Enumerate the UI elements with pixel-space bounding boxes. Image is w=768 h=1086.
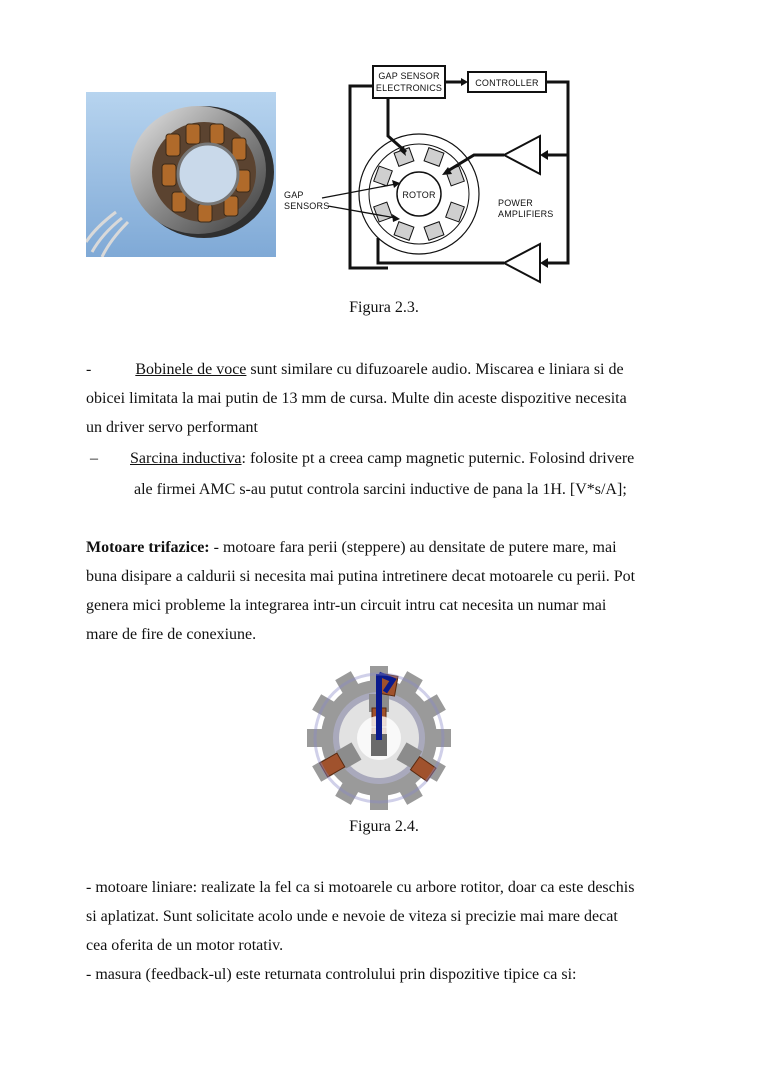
- linear-motors-line-1: - motoare liniare: realizate la fel ca si motoarele cu arbore rotitor, doar ca este deschis: [86, 879, 635, 896]
- gap-sensor-electronics-label-2: ELECTRONICS: [375, 83, 443, 93]
- gap-sensors-label-1: GAP: [284, 190, 304, 200]
- figure-2-3-caption: Figura 2.3.: [349, 299, 419, 316]
- gap-sensor-electronics-label-1: GAP SENSOR: [378, 71, 440, 81]
- voice-coils-line-2: obicei limitata la mai putin de 13 mm de cursa. Multe din aceste dispozitive necesita: [86, 390, 627, 407]
- voice-coils-line-3: un driver servo performant: [86, 419, 258, 436]
- stepper-motor-svg: [305, 662, 453, 810]
- three-phase-line-2: buna disipare a caldurii si necesita mai putina intretinere decat motoarele cu perii. Pot: [86, 568, 636, 585]
- power-amplifier-top: [504, 136, 540, 174]
- sub-bullet-dash: –: [90, 450, 98, 467]
- three-phase-line-1-rest: - motoare fara perii (steppere) au densitate de putere mare, mai: [209, 539, 617, 556]
- feedback-line: - masura (feedback-ul) este returnata controlului prin dispozitive tipice ca si:: [86, 966, 577, 983]
- voice-coils-term: Bobinele de voce: [135, 361, 247, 378]
- stepper-motor-illustration: [305, 662, 453, 810]
- controller-label: CONTROLLER: [475, 78, 539, 88]
- magnetic-bearing-control-diagram: [278, 58, 578, 290]
- control-diagram-svg: [278, 58, 578, 290]
- linear-motors-line-2: si aplatizat. Sunt solicitate acolo unde e nevoie de viteza si precizie mai mare decat: [86, 908, 618, 925]
- voice-coils-line-1-rest: sunt similare cu difuzoarele audio. Miscarea e liniara si de: [246, 361, 624, 378]
- rotor-label: ROTOR: [402, 190, 436, 200]
- inductive-load-line-1: [90, 444, 690, 473]
- gap-sensors-label-2: SENSORS: [284, 201, 330, 211]
- inductive-load-line-2: ale firmei AMC s-au putut controla sarcini inductive de pana la 1H. [V*s/A];: [134, 481, 627, 498]
- magnetic-bearing-photo: [86, 92, 276, 257]
- figure-2-4-caption: Figura 2.4.: [349, 818, 419, 835]
- power-amplifiers-label-2: AMPLIFIERS: [498, 209, 554, 219]
- bullet-dash: -: [86, 361, 92, 378]
- three-phase-line-4: mare de fire de conexiune.: [86, 626, 257, 643]
- power-amplifier-bottom: [504, 244, 540, 282]
- three-phase-term: Motoare trifazice:: [86, 539, 210, 556]
- power-amplifiers-label-1: POWER: [498, 198, 534, 208]
- three-phase-line-1: [86, 533, 686, 562]
- inductive-load-line-1-rest: : folosite pt a creea camp magnetic puternic. Folosind drivere: [241, 450, 635, 467]
- three-phase-line-3: genera mici probleme la integrarea intr-un circuit intru cat necesita un numar mai: [86, 597, 607, 614]
- magnetic-bearing-photo-drawing: [86, 92, 276, 257]
- linear-motors-line-3: cea oferita de un motor rotativ.: [86, 937, 284, 954]
- voice-coils-line-1: [86, 355, 686, 384]
- inductive-load-term: Sarcina inductiva: [130, 450, 242, 467]
